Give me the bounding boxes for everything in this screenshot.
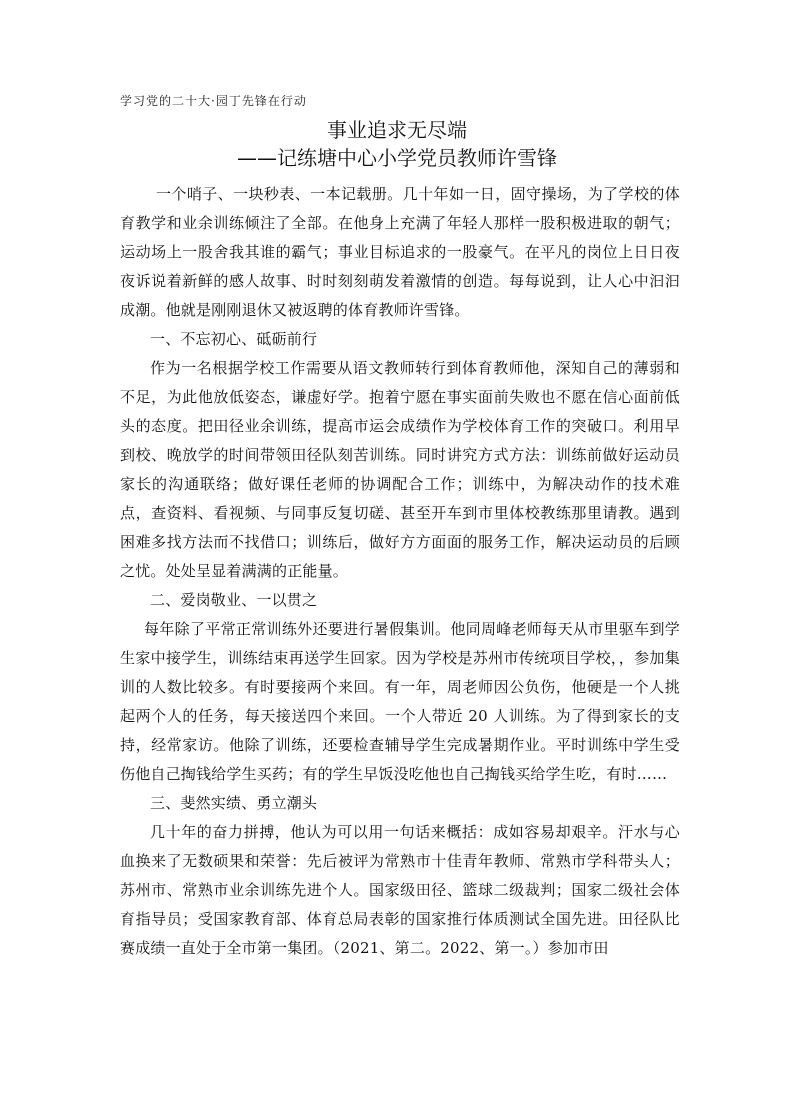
section-heading-2: 二、爱岗敬业、一以贯之 <box>150 591 318 609</box>
paragraph-section-3: 几十年的奋力拼搏，他认为可以用一句话来概括：成如容易却艰辛。汗水与心血换来了无数硕果和荣誉：先后被评为常熟市十佳青年教师、常熟市学科带头人；苏州市、常熟市业余训练先进个人。国家级田径、篮球二级裁判；国家二级社会体育指导员；受国家教育部、体育总局表彰的国家推行体质测试全国先进。田径队比赛成绩一直处于全市第一集团。（2021、第二。2022、第一。）参加市田 <box>120 823 680 957</box>
article-subtitle: ——记练塘中心小学党员教师许雪锋 <box>237 146 557 170</box>
article-body <box>120 180 680 963</box>
paragraph-section-2: 每年除了平常正常训练外还要进行暑假集训。他同周峰老师每天从市里驱车到学生家中接学生，训练结束再送学生回家。因为学校是苏州市传统项目学校，，参加集训的人数比较多。有时要接两个来回。有一年，周老师因公负伤，他硬是一个人挑起两个人的任务，每天接送四个来回。一个人带近 20 人训练。为了得到家长的支持，经常家访。他除了训练，还要检查辅导学生完成暑期作业。平时训练中学生受伤他自己掏钱给学生买药；有的学生早饭没吃他也自己掏钱买给学生吃，有时…… <box>120 620 680 783</box>
article-title: 事业追求无尽端 <box>327 118 467 142</box>
section-heading-3: 三、斐然实绩、勇立潮头 <box>150 794 318 812</box>
paragraph-section-1: 作为一名根据学校工作需要从语文教师转行到体育教师他，深知自己的薄弱和不足，为此他放低姿态，谦虚好学。抱着宁愿在事实面前失败也不愿在信心面前低头的态度。把田径业余训练，提高市运会成绩作为学校体育工作的突破口。利用早到校、晚放学的时间带领田径队刻苦训练。同时讲究方式方法：训练前做好运动员家长的沟通联络；做好课任老师的协调配合工作；训练中，为解决动作的技术难点，查资料、看视频、与同事反复切磋、甚至开车到市里体校教练那里请教。遇到困难多找方法而不找借口；训练后，做好方方面面的服务工作，解决运动员的后顾之忧。处处呈显着满满的正能量。 <box>120 359 680 580</box>
column-header: 学习党的二十大·园丁先锋在行动 <box>120 94 307 108</box>
section-heading-1: 一、不忘初心、砥砺前行 <box>150 330 318 348</box>
paragraph-intro: 一个哨子、一块秒表、一本记载册。几十年如一日，固守操场，为了学校的体育教学和业余训练倾注了全部。在他身上充满了年轻人那样一股积极进取的朝气；运动场上一股舍我其谁的霸气；事业目标追求的一股豪气。在平凡的岗位上日日夜夜诉说着新鲜的感人故事、时时刻刻萌发着激情的创造。每每说到，让人心中汩汩成潮。他就是刚刚退休又被返聘的体育教师许雪锋。 <box>120 185 680 319</box>
